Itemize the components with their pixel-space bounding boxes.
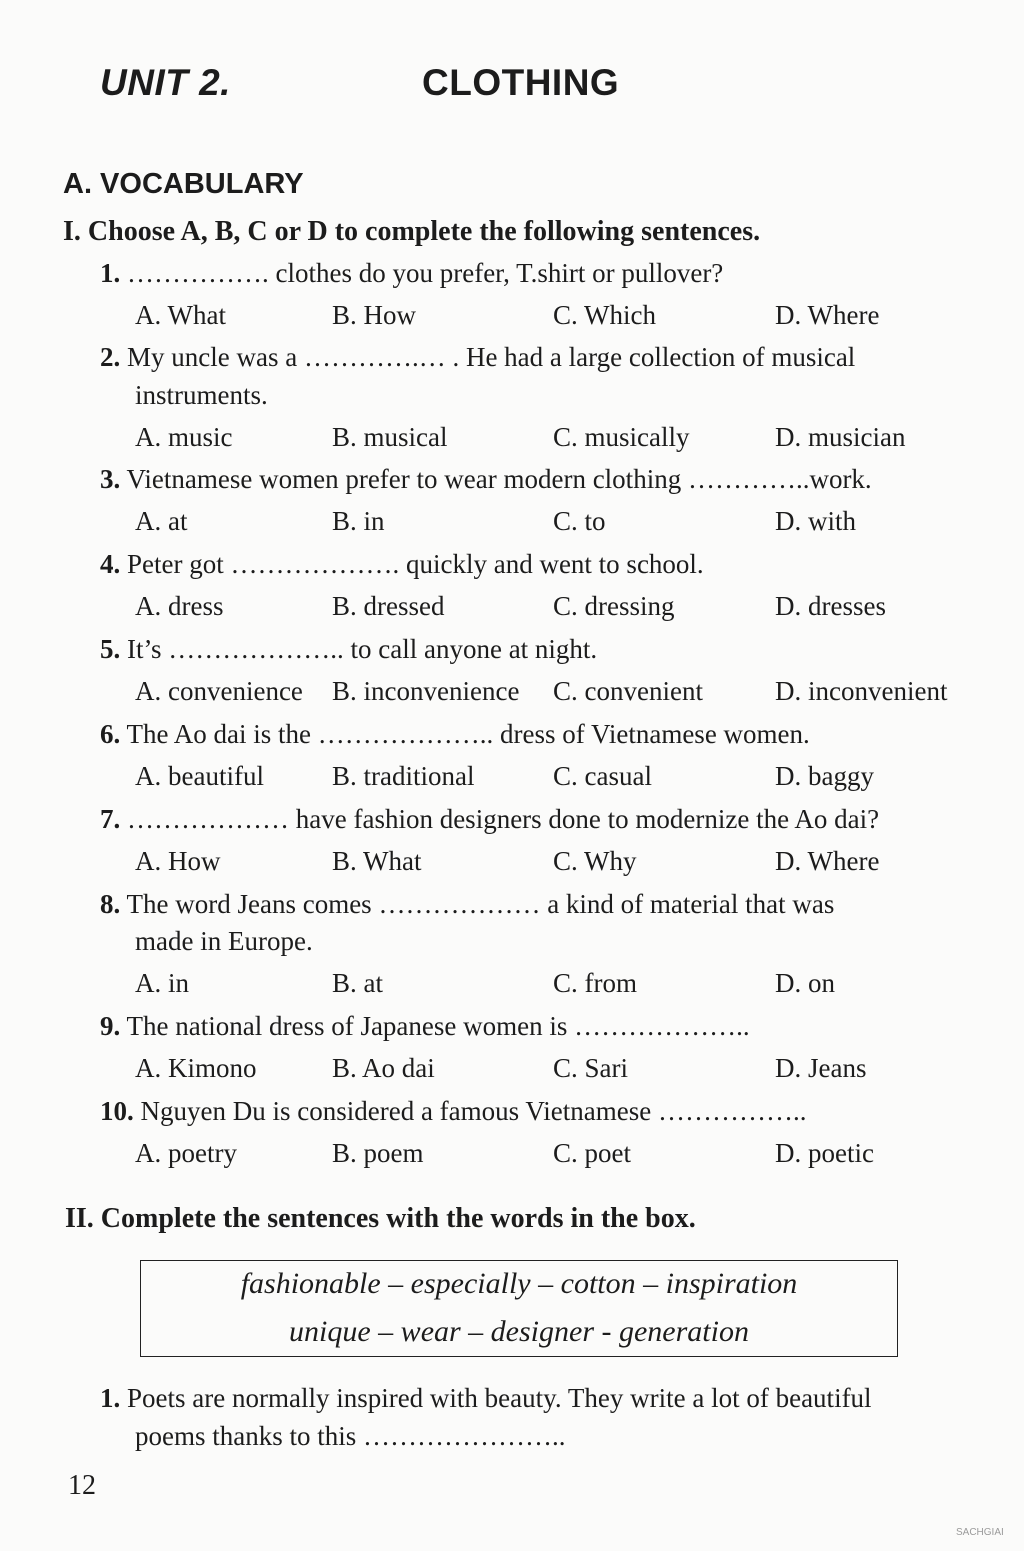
unit-label: UNIT 2. (100, 62, 231, 103)
question-text: The national dress of Japanese women is ……………….. (126, 1011, 750, 1041)
question-2-continued: instruments. (135, 380, 268, 410)
question-6 (100, 719, 810, 750)
option-c: C. casual (553, 761, 652, 791)
option-c: C. dressing (553, 591, 675, 621)
option-d: D. Jeans (775, 1053, 867, 1083)
part-2-question-1-continued: poems thanks to this ………………….. (135, 1421, 566, 1451)
option-c: C. convenient (553, 676, 703, 706)
option-a: A. How (135, 846, 221, 876)
question-8 (100, 889, 834, 920)
option-d: D. on (775, 968, 835, 998)
question-text: Poets are normally inspired with beauty. They write a lot of beautiful (127, 1383, 872, 1413)
option-c: C. Which (553, 300, 656, 330)
question-number: 6. (100, 719, 121, 749)
question-text: Nguyen Du is considered a famous Vietnamese …………….. (140, 1096, 807, 1126)
option-d: D. dresses (775, 591, 886, 621)
question-number: 4. (100, 549, 121, 579)
option-a: A. dress (135, 591, 224, 621)
option-b: B. poem (332, 1138, 424, 1168)
question-text: My uncle was a ………….… . He had a large collection of musical (127, 342, 856, 372)
watermark-logo: SACHGIAI (956, 1527, 1004, 1538)
word-box (140, 1260, 898, 1357)
question-number: 10. (100, 1096, 134, 1126)
question-number: 8. (100, 889, 121, 919)
question-9 (100, 1011, 750, 1042)
question-7 (100, 804, 879, 835)
option-c: C. Sari (553, 1053, 629, 1083)
option-b: B. in (332, 506, 385, 536)
option-a: A. in (135, 968, 189, 998)
question-number: 1. (100, 258, 121, 288)
question-text: The Ao dai is the ……………….. dress of Vietnamese women. (126, 719, 810, 749)
part-2-heading: II. Complete the sentences with the words in the box. (65, 1203, 696, 1234)
word-box-line-2: unique – wear – designer - generation (289, 1315, 749, 1348)
unit-header (0, 62, 1024, 122)
question-number: 2. (100, 342, 121, 372)
question-text: ……………. clothes do you prefer, T.shirt or pullover? (127, 258, 724, 288)
part-1-heading: I. Choose A, B, C or D to complete the following sentences. (63, 216, 761, 247)
word-box-line-1: fashionable – especially – cotton – inspiration (240, 1267, 798, 1300)
option-a: A. music (135, 422, 233, 452)
option-d: D. inconvenient (775, 676, 948, 706)
option-b: B. traditional (332, 761, 475, 791)
question-text: Vietnamese women prefer to wear modern clothing …………..work. (126, 464, 872, 494)
question-5 (100, 634, 597, 665)
option-c: C. poet (553, 1138, 631, 1168)
option-b: B. musical (332, 422, 448, 452)
section-title: A. VOCABULARY (63, 168, 304, 200)
option-d: D. baggy (775, 761, 874, 791)
question-number: 5. (100, 634, 121, 664)
option-a: A. Kimono (135, 1053, 257, 1083)
option-a: A. beautiful (135, 761, 264, 791)
option-b: B. Ao dai (332, 1053, 435, 1083)
question-text: It’s ……………….. to call anyone at night. (127, 634, 598, 664)
page-number: 12 (68, 1470, 96, 1501)
question-text: ……………… have fashion designers done to modernize the Ao dai? (127, 804, 880, 834)
question-2 (100, 342, 855, 373)
option-d: D. poetic (775, 1138, 874, 1168)
question-number: 7. (100, 804, 121, 834)
unit-title: CLOTHING (422, 62, 620, 103)
part-2-question-1 (100, 1383, 872, 1414)
option-b: B. How (332, 300, 417, 330)
option-c: C. to (553, 506, 606, 536)
option-c: C. from (553, 968, 637, 998)
option-a: A. at (135, 506, 188, 536)
option-c: C. Why (553, 846, 637, 876)
question-text: Peter got ………………. quickly and went to school. (127, 549, 704, 579)
question-8-continued: made in Europe. (135, 926, 313, 956)
option-a: A. What (135, 300, 226, 330)
option-d: D. musician (775, 422, 906, 452)
option-a: A. poetry (135, 1138, 237, 1168)
option-b: B. What (332, 846, 422, 876)
option-b: B. at (332, 968, 383, 998)
question-1 (100, 258, 723, 289)
question-text: The word Jeans comes ……………… a kind of material that was (126, 889, 835, 919)
question-10 (100, 1096, 807, 1127)
option-d: D. Where (775, 846, 880, 876)
option-a: A. convenience (135, 676, 303, 706)
question-number: 3. (100, 464, 121, 494)
question-number: 1. (100, 1383, 121, 1413)
question-number: 9. (100, 1011, 121, 1041)
question-3 (100, 464, 872, 495)
option-d: D. with (775, 506, 856, 536)
option-b: B. dressed (332, 591, 445, 621)
question-4 (100, 549, 704, 580)
option-c: C. musically (553, 422, 690, 452)
option-d: D. Where (775, 300, 880, 330)
option-b: B. inconvenience (332, 676, 520, 706)
